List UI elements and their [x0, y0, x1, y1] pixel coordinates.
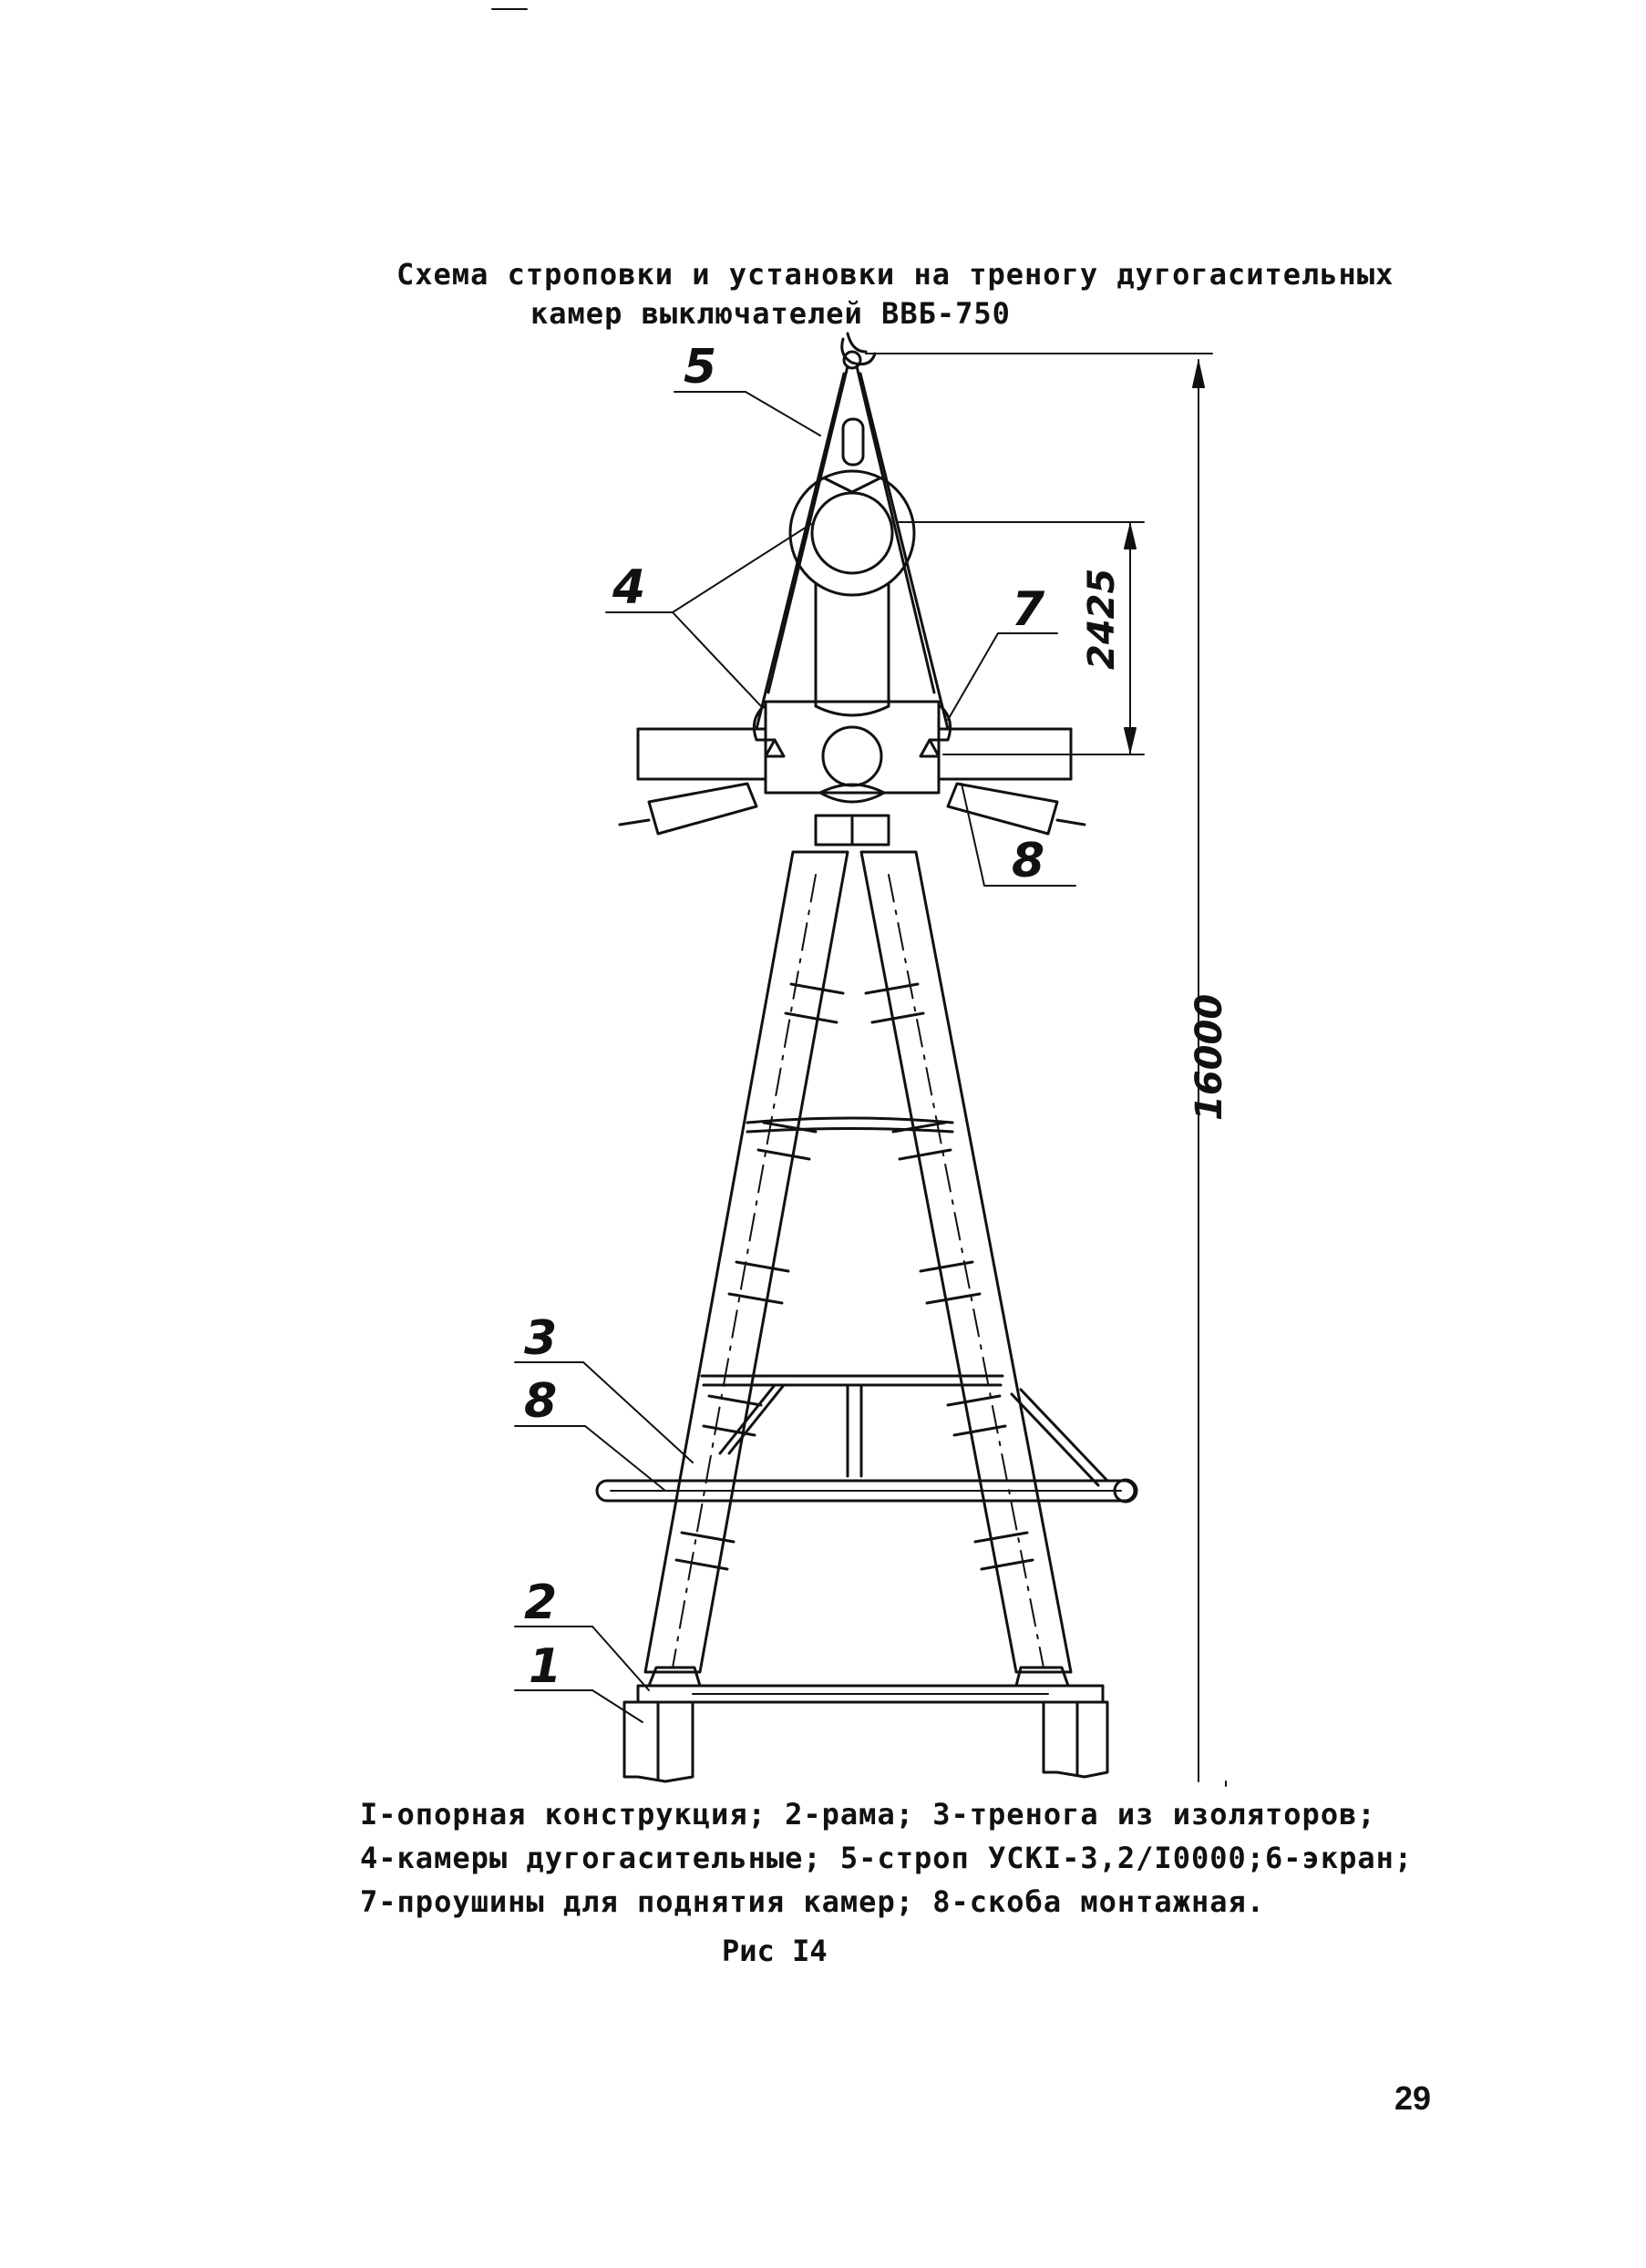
callout-2: 2 [524, 1575, 558, 1630]
middle-frame [702, 1376, 1107, 1485]
crane-hook [842, 334, 875, 368]
callout-5: 5 [684, 340, 717, 395]
dimension-16000 [866, 354, 1226, 1786]
diagram-title-line-1: Схема строповки и установки на треногу дугогасительных [396, 257, 1394, 292]
legend-line-1: I-опорная конструкция; 2-рама; 3-тренога из изоляторов; [360, 1797, 1376, 1832]
callout-8-bottom: 8 [524, 1374, 558, 1429]
chamber-cross [620, 702, 1085, 834]
diagram-title-line-2: камер выключателей ВВБ-750 [530, 296, 1011, 331]
leg-feet [649, 1668, 1068, 1686]
right-insulator-leg [861, 852, 1071, 1672]
dimension-label-2425: 2425 [1081, 568, 1123, 670]
frame [638, 1686, 1103, 1702]
callout-4: 4 [612, 560, 646, 615]
chamber-vertical [816, 583, 889, 715]
leader-7 [948, 633, 1057, 720]
callout-3: 3 [524, 1311, 558, 1366]
figure-label: Рис I4 [722, 1934, 828, 1968]
leader-4 [606, 524, 811, 706]
leader-5 [674, 392, 820, 436]
tripod-head [816, 816, 889, 845]
callout-1: 1 [529, 1639, 562, 1694]
support-structure [624, 1702, 1107, 1781]
callout-7: 7 [1012, 582, 1045, 637]
callout-8-top: 8 [1012, 834, 1045, 888]
page-number: 29 [1394, 2079, 1432, 2117]
legend-line-3: 7-проушины для поднятия камер; 8-скоба монтажная. [360, 1884, 1266, 1919]
dimension-label-16000: 16000 [1188, 993, 1230, 1121]
legend-line-2: 4-камеры дугогасительные; 5-строп УСКI-3,2/I0000;6-экран; [360, 1841, 1414, 1875]
sling [756, 366, 948, 729]
left-insulator-leg [645, 852, 848, 1672]
